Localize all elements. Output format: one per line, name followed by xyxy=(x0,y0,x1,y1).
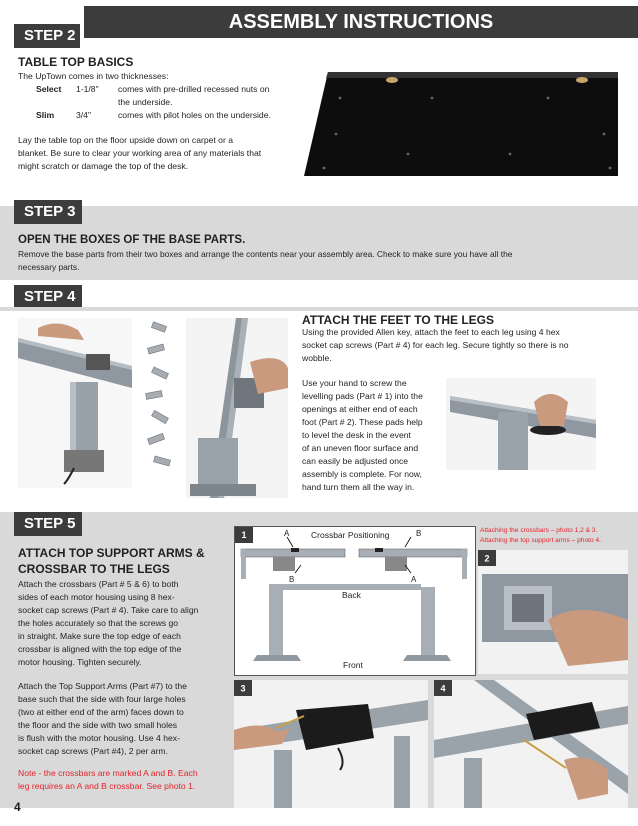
photo-number-4: 4 xyxy=(440,683,446,694)
crossbar-diagram xyxy=(234,526,476,676)
label-front: Front xyxy=(343,660,363,670)
photo-2-crossbar xyxy=(478,550,628,674)
photo-number-3: 3 xyxy=(240,683,246,694)
thickness-row-select: Select 1-1/8" comes with pre-drilled recessed nuts on the underside. xyxy=(36,84,270,107)
step2-paragraph: Lay the table top on the floor upside down on carpet or a blanket. Be sure to clear your working area of any materials that might scratch or damage the top of the desk. xyxy=(18,135,262,171)
step-2-tab: STEP 2 xyxy=(14,24,80,48)
label-b-top: B xyxy=(416,529,422,538)
label-a-bottom: A xyxy=(411,575,417,584)
table-top-heading: TABLE TOP BASICS xyxy=(18,55,134,69)
photo-3-crossbar xyxy=(234,680,428,808)
intro-text: The UpTown comes in two thicknesses: xyxy=(18,71,169,81)
step4-rule xyxy=(0,307,638,311)
screws-photo xyxy=(140,318,178,476)
page-title: ASSEMBLY INSTRUCTIONS xyxy=(84,6,638,38)
levelling-pad-photo xyxy=(446,378,596,470)
step-5-tab: STEP 5 xyxy=(14,512,82,536)
thickness-row-slim: Slim 3/4" comes with pilot holes on the underside. xyxy=(36,110,271,120)
table-top-photo xyxy=(300,64,622,182)
label-b-bottom: B xyxy=(289,575,295,584)
step4-para2: Use your hand to screw the levelling pads (Part # 1) into the openings at either end of each foot (Part # 2). These pads help to level the desk in the event of an uneven floor surface and can easily be adjusted once assembly is complete. For now, hand turn them all the way in. xyxy=(302,378,423,492)
step-4-tab: STEP 4 xyxy=(14,285,82,309)
thickness-list xyxy=(36,83,306,122)
step5-para1: Attach the crossbars (Part # 5 & 6) to both sides of each motor housing using 8 hex- socket cap screws (Part # 4). Take care to align the holes accurately so that the screws go in straight. Make sure the top edge of each crossbar is aligned with the top edge of the motor housing. Tighten securely. xyxy=(18,579,199,667)
photo-number-1: 1 xyxy=(235,527,253,543)
crossbar-drawing xyxy=(235,527,475,675)
leg-photo xyxy=(18,318,132,488)
step-3-tab: STEP 3 xyxy=(14,200,82,224)
photo-number-2: 2 xyxy=(484,553,490,564)
step3-heading: OPEN THE BOXES OF THE BASE PARTS. xyxy=(18,234,246,246)
foot-attach-photo xyxy=(186,318,288,498)
photo-4-support-arms xyxy=(434,680,628,808)
step4-para1: Using the provided Allen key, attach the feet to each leg using 4 hex socket cap screws (Part # 4) for each leg. Secure tightly so there is no wobble. xyxy=(302,327,569,363)
step5-para2: Attach the Top Support Arms (Part #7) to the base such that the side with four large holes (two at either end of the arm) faces down to the floor and the side with two small holes is flush with the motor housing. Use 4 hex- socket cap screws (Part #4), 2 per arm. xyxy=(18,681,187,756)
step4-heading: ATTACH THE FEET TO THE LEGS xyxy=(302,313,494,327)
photo-caption: Attaching the crossbars – photo 1,2 & 3. Attaching the top support arms – photo 4. xyxy=(480,527,601,544)
crossbar-note: Note - the crossbars are marked A and B. Each leg requires an A and B crossbar. See photo 1. xyxy=(18,768,198,791)
step5-heading: ATTACH TOP SUPPORT ARMS & CROSSBAR TO THE LEGS xyxy=(18,546,205,576)
diagram-title: Crossbar Positioning xyxy=(311,530,390,540)
label-a-top: A xyxy=(284,529,290,538)
step3-text: Remove the base parts from their two boxes and arrange the contents near your assembly area. Check to make sure you have all the necessary parts. xyxy=(18,249,513,272)
label-back: Back xyxy=(342,590,361,600)
page-number: 4 xyxy=(14,800,21,814)
